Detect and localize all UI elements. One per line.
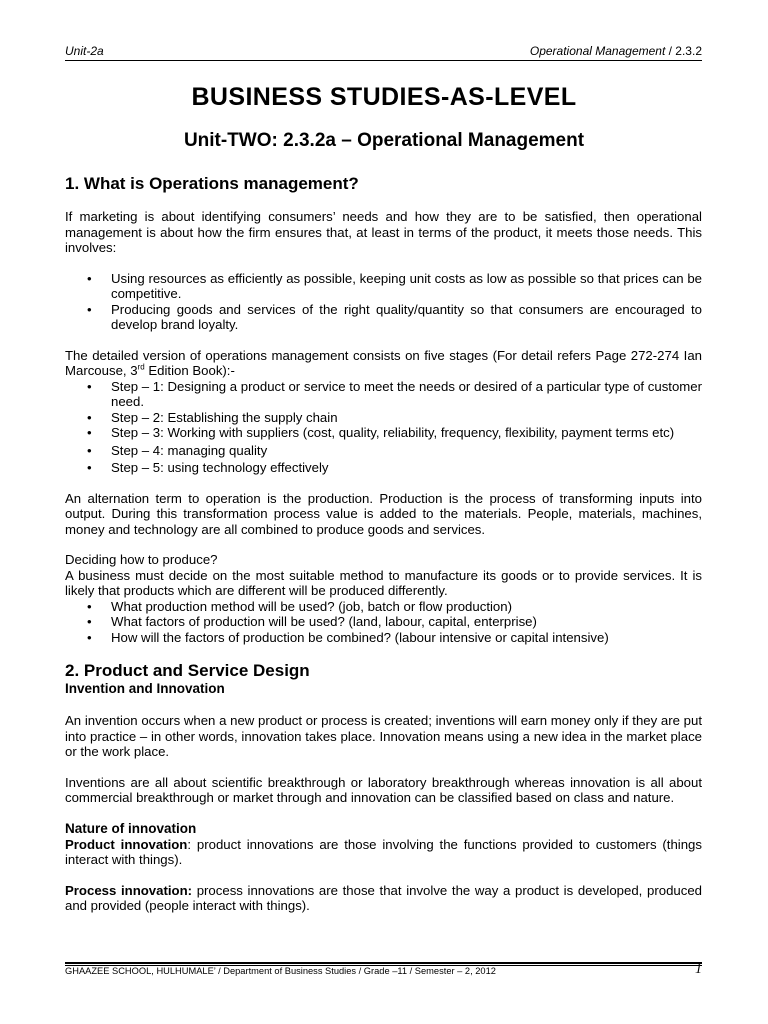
header-topic-number: / 2.3.2 — [665, 44, 702, 58]
list-item: • Producing goods and services of the right quality/quantity so that consumers are encouraged to develop brand loyalty. — [65, 302, 702, 333]
steps-list — [65, 379, 702, 476]
list-item: • Step – 2: Establishing the supply chain — [65, 410, 702, 426]
header-unit: Unit-2a — [65, 44, 104, 58]
invention-paragraph: An invention occurs when a new product or process is created; inventions will earn money only if they are put into practice – in other words, innovation takes place. Innovation means using a new idea in the market place or the work place. — [65, 713, 702, 759]
list-item: • Step – 3: Working with suppliers (cost, quality, reliability, frequency, flexibility, payment terms etc) — [65, 425, 702, 441]
section2-subheading: Invention and Innovation — [65, 681, 225, 696]
section1-intro: If marketing is about identifying consumers’ needs and how they are to be satisfied, then operational management is about how the firm ensures that, at least in terms of the product, it meets those needs. This involves: — [65, 209, 702, 255]
deciding-question: Deciding how to produce? — [65, 552, 218, 567]
production-questions — [65, 599, 702, 646]
section2-heading: 2. Product and Service Design — [65, 661, 310, 680]
list-item: • Step – 1: Designing a product or service to meet the needs or desired of a particular type of customer need. — [65, 379, 702, 410]
stages-superscript: rd — [137, 362, 145, 372]
list-item: • How will the factors of production be combined? (labour intensive or capital intensive) — [65, 630, 702, 646]
stages-text-end: Edition Book):- — [144, 363, 235, 378]
alternation-paragraph: An alternation term to operation is the production. Production is the process of transforming inputs into output. During this transformation process value is added to the materials. People, materials, machines, money and technology are all combined to produce goods and services. — [65, 490, 702, 537]
header-topic-title: Operational Management — [529, 44, 666, 58]
header-divider — [65, 60, 702, 61]
inventions-paragraph: Inventions are all about scientific breakthrough or laboratory breakthrough whereas innovation is all about commercial breakthrough or market through and innovation can be classified based on class and nature. — [65, 774, 702, 805]
process-innovation-label: Process innovation: — [65, 882, 193, 898]
stages-paragraph — [65, 348, 702, 379]
deciding-paragraph: A business must decide on the most suitable method to manufacture its goods or to provide services. It is likely that products which are different will be produced differently. — [65, 567, 702, 598]
list-item: • Step – 4: managing quality — [65, 443, 702, 459]
stages-text: The detailed version of operations management consists on five stages (For detail refers Page 272-274 Ian Marcouse, 3 — [65, 347, 702, 378]
list-item: • Using resources as efficiently as possible, keeping unit costs as low as possible so that prices can be competitive. — [65, 271, 702, 302]
section1-bullets — [65, 271, 702, 333]
list-item: • Step – 5: using technology effectively — [65, 460, 702, 476]
list-item: • What production method will be used? (job, batch or flow production) — [65, 599, 702, 615]
section1-heading: 1. What is Operations management? — [65, 174, 359, 193]
footer-text: GHAAZEE SCHOOL, HULHUMALE’ / Department of Business Studies / Grade –11 / Semester – 2, 2012 — [65, 966, 496, 976]
list-item: • What factors of production will be used? (land, labour, capital, enterprise) — [65, 614, 702, 630]
header-topic — [530, 44, 702, 58]
page-header — [65, 44, 702, 60]
product-innovation-label: Product innovation — [65, 836, 188, 852]
document-subtitle: Unit-TWO: 2.3.2a – Operational Management — [183, 130, 585, 151]
product-innovation-text: : product innovations are those involving the functions provided to customers (things interact with things). — [65, 836, 702, 867]
process-innovation-text: process innovations are those that involve the way a product is developed, produced and provided (people interact with things). — [65, 882, 702, 913]
nature-heading: Nature of innovation — [65, 820, 197, 836]
process-innovation-paragraph — [65, 883, 702, 914]
page-number: 1 — [695, 962, 702, 977]
document-title: BUSINESS STUDIES-AS-LEVEL — [191, 83, 577, 111]
product-innovation-paragraph — [65, 837, 702, 868]
footer-divider — [65, 962, 702, 964]
document-body — [65, 174, 702, 914]
